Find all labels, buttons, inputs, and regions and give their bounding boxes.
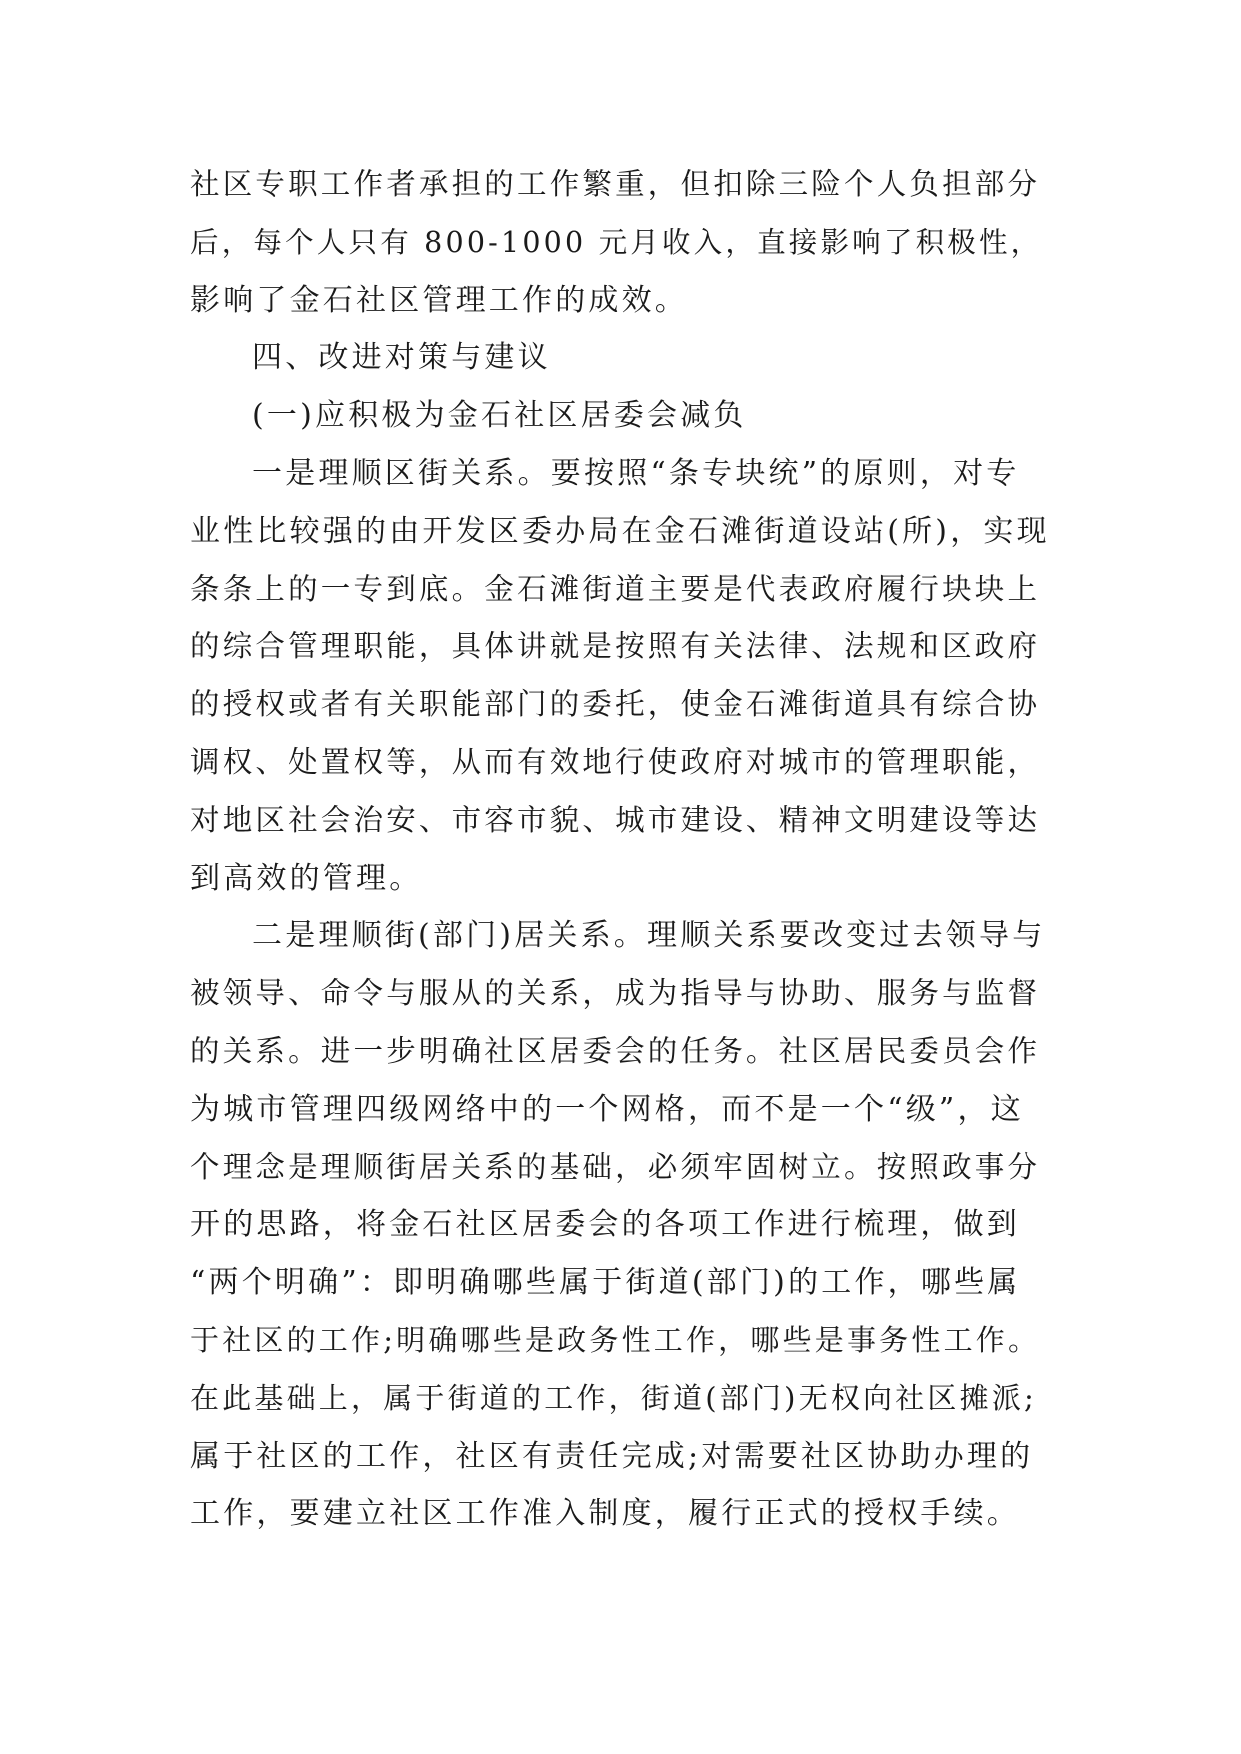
text-line: 工作，要建立社区工作准入制度，履行正式的授权手续。	[190, 1496, 1020, 1532]
text-line: 被领导、命令与服从的关系，成为指导与协助、服务与监督	[190, 976, 1041, 1011]
text-line: 后，每个人只有 800-1000 元月收入，直接影响了积极性，	[190, 225, 1043, 259]
text-line: 影响了金石社区管理工作的成效。	[190, 282, 688, 318]
text-line: 一是理顺区街关系。要按照“条专块统”的原则，对专	[252, 455, 1020, 491]
text-line: 于社区的工作;明确哪些是政务性工作，哪些是事务性工作。	[190, 1322, 1041, 1357]
text-line: 条条上的一专到底。金石滩街道主要是代表政府履行块块上	[190, 571, 1041, 606]
text-line: 的关系。进一步明确社区居委会的任务。社区居民委员会作	[190, 1033, 1041, 1068]
text-line: 业性比较强的由开发区委办局在金石滩街道设站(所)，实现	[190, 513, 1050, 549]
text-line: (一)应积极为金石社区居委会减负	[252, 398, 747, 434]
text-line: 开的思路，将金石社区居委会的各项工作进行梳理，做到	[190, 1207, 1020, 1243]
text-line: 二是理顺街(部门)居关系。理顺关系要改变过去领导与	[252, 918, 1046, 954]
document-body	[190, 156, 1050, 1543]
text-line: 对地区社会治安、市容市貌、城市建设、精神文明建设等达	[190, 802, 1041, 837]
text-line: 在此基础上，属于街道的工作，街道(部门)无权向社区摊派;	[190, 1380, 1037, 1415]
text-line: 个理念是理顺街居关系的基础，必须牢固树立。按照政事分	[190, 1149, 1041, 1184]
text-line: 为城市管理四级网络中的一个网格，而不是一个“级”，这	[190, 1091, 1024, 1127]
text-line: 的授权或者有关职能部门的委托，使金石滩街道具有综合协	[190, 687, 1041, 722]
text-line: 的综合管理职能，具体讲就是按照有关法律、法规和区政府	[190, 629, 1041, 664]
text-line: 调权、处置权等，从而有效地行使政府对城市的管理职能，	[190, 744, 1041, 779]
text-line: 社区专职工作者承担的工作繁重，但扣除三险个人负担部分	[190, 167, 1041, 201]
text-line: 四、改进对策与建议	[252, 340, 551, 376]
text-line: 属于社区的工作，社区有责任完成;对需要社区协助办理的	[190, 1438, 1034, 1474]
text-line: “两个明确”：即明确哪些属于街道(部门)的工作，哪些属	[190, 1265, 1021, 1301]
text-line: 到高效的管理。	[190, 860, 423, 896]
